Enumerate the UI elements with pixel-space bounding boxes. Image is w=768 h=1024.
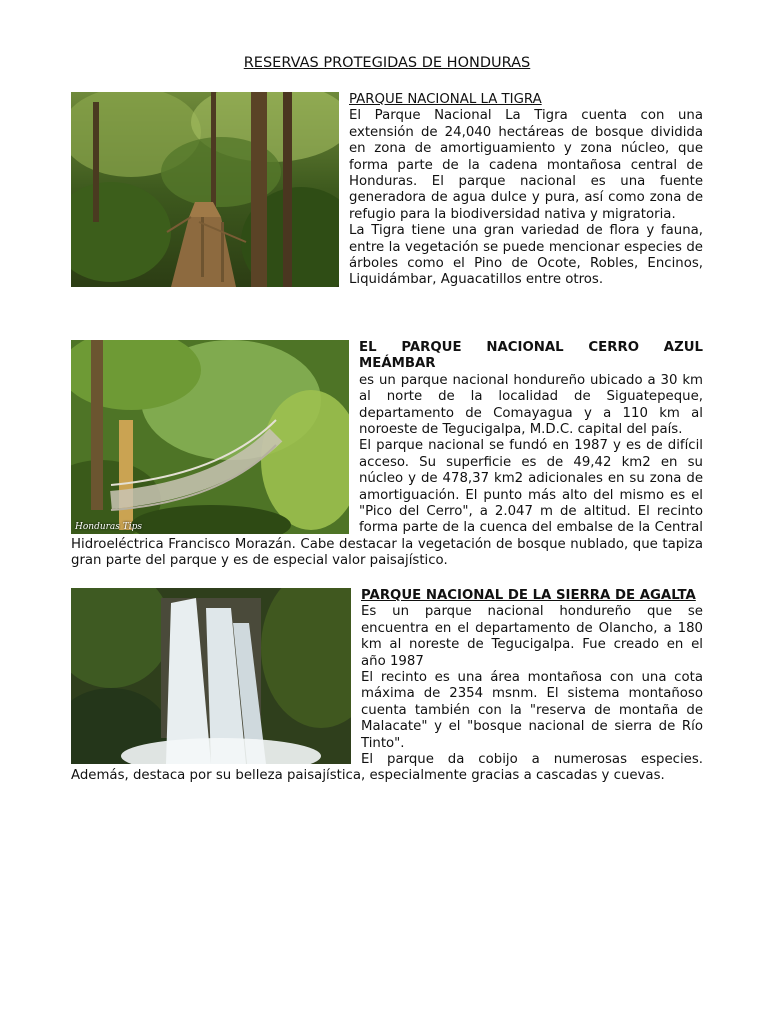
section-paragraph: La Tigra tiene una gran variedad de flora y fauna, entre la vegetación se puede mencionar especies de árboles como el Pino de Ocote, Robles, Encinos, Liquidámbar, Aguacatillos entre otros. [349,223,703,288]
section-paragraph: El recinto es una área montañosa con una cota máxima de 2354 msnm. El sistema montañoso cuenta también con la "reserva de montaña de Malacate" y el "bosque nacional de sierra de Río Tinto". [361,670,703,751]
section-paragraph: es un parque nacional hondureño ubicado a 30 km al norte de la localidad de Siguatepeque, departamento de Comayagua y a 110 km al noroeste de Tegucigalpa, M.D.C. capital del país. [359,372,703,438]
section-heading: EL PARQUE NACIONAL CERRO AZUL MEÁMBAR [359,340,703,372]
forest-trail-photo [71,92,339,287]
section-heading: PARQUE NACIONAL LA TIGRA [349,92,542,107]
section-sierra-de-agalta [71,588,703,785]
waterfall-photo [71,588,351,764]
section-paragraph: El parque da cobijo a numerosas especies. Además, destaca por su belleza paisajística, especialmente gracias a cascadas y cuevas. [71,752,703,784]
section-la-tigra [71,92,703,289]
photo-watermark: Honduras Tips [75,522,143,532]
section-paragraph: Es un parque nacional hondureño que se encuentra en el departamento de Olancho, a 180 km al noreste de Tegucigalpa. Fue creado en el año 1987 [361,604,703,669]
section-cerro-azul [71,340,703,570]
page-title: RESERVAS PROTEGIDAS DE HONDURAS [243,55,531,71]
hanging-bridge-photo [71,340,349,534]
section-paragraph: El parque nacional se fundó en 1987 y es de difícil acceso. Su superficie es de 49,42 km2 en su núcleo y de 478,37 km2 adicionales en su zona de amortiguación. El punto más alto del mismo es el "Pico del Cerro", a 2.047 m de altitud. El recinto forma parte de la cuenca del embalse de la Central Hidroeléctrica Francisco Morazán. Cabe destacar la vegetación de bosque nublado, que tapiza gran parte del parque y es de especial valor paisajístico. [71,438,703,569]
section-paragraph: El Parque Nacional La Tigra cuenta con una extensión de 24,040 hectáreas de bosque dividida en zona de amortiguamiento y zona núcleo, que forma parte de la cadena montañosa central de Honduras. El parque nacional es una fuente generadora de agua dulce y pura, así como zona de refugio para la biodiversidad nativa y migratoria. [349,108,703,222]
section-heading: PARQUE NACIONAL DE LA SIERRA DE AGALTA [361,588,696,603]
